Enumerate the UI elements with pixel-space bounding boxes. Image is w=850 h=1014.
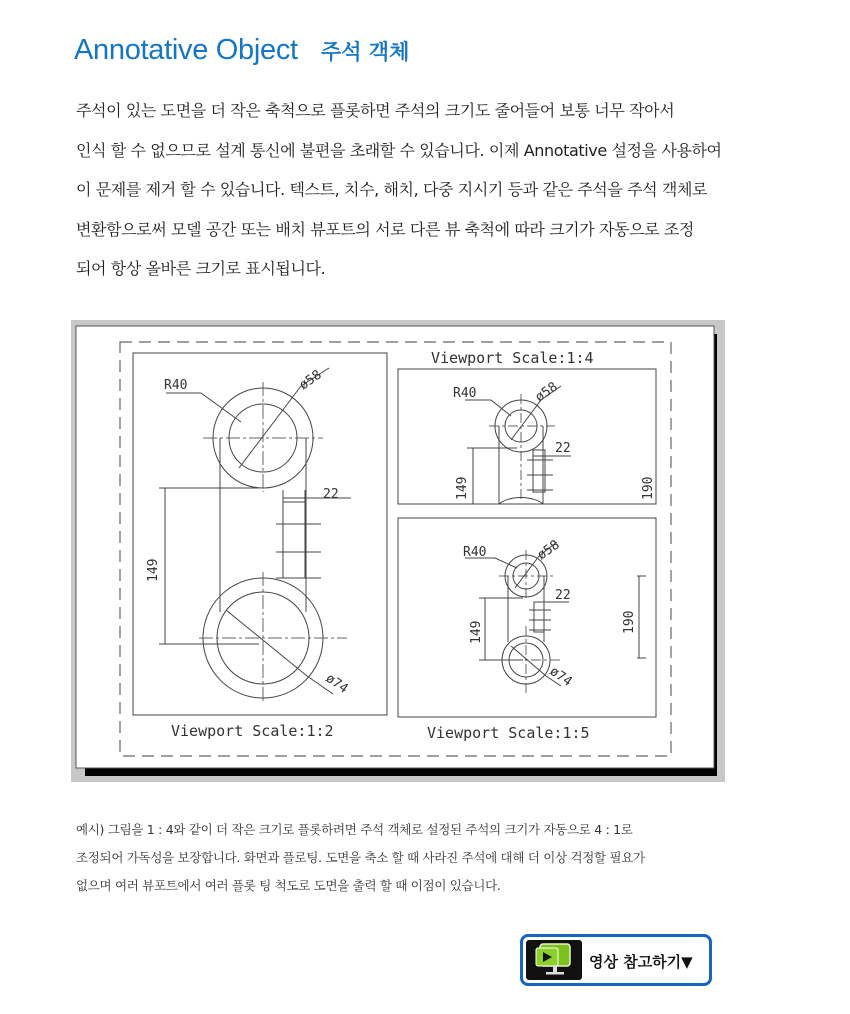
caption-line: 없으며 여러 뷰포트에서 여러 플롯 팅 척도로 도면을 출력 할 때 이점이 있습니다. (76, 878, 501, 893)
figure-caption (76, 816, 776, 900)
vp2-width-label: 22 (555, 441, 571, 456)
vp1-height-label: 149 (146, 558, 161, 582)
cad-drawing-svg (71, 320, 725, 782)
vp3-width-label: 22 (555, 588, 571, 603)
description-paragraph (76, 91, 776, 289)
vp3-height-label: 149 (469, 620, 484, 644)
vp3-bottom-diameter-label: ø74 (546, 663, 575, 690)
video-reference-button[interactable] (520, 934, 712, 986)
vp3-radius-label: R40 (463, 545, 487, 560)
vp2-diameter-label: ø58 (532, 379, 561, 406)
vp3-top-diameter-label: ø58 (534, 537, 563, 564)
description-line: 변환함으로써 모델 공간 또는 배치 뷰포트의 서로 다른 뷰 축척에 따라 크기가 자동으로 조정 (76, 219, 694, 239)
vp2-radius-label: R40 (453, 386, 477, 401)
vp3-side-dimension-label: 190 (622, 610, 637, 634)
caption-line: 조정되어 가독성을 보장합니다. 화면과 플로팅. 도면을 축소 할 때 사라진 주석에 대해 더 이상 걱정할 필요가 (76, 850, 645, 865)
video-monitor-icon (526, 940, 582, 980)
description-line: 주석이 있는 도면을 더 작은 축척으로 플롯하면 주석의 크기도 줄어들어 보통 너무 작아서 (76, 101, 675, 120)
page-title-english: Annotative Object (74, 34, 298, 66)
page-title (74, 34, 409, 67)
vp2-height-label: 149 (455, 476, 470, 500)
vp2-cropped-dimension (641, 477, 656, 500)
caption-line: 예시) 그림을 1 : 4와 같이 더 작은 크기로 플롯하려면 주석 객체로 설정된 주석의 크기가 자동으로 4 : 1로 (76, 822, 633, 837)
viewport-3-scale-label: Viewport Scale:1:5 (427, 724, 590, 742)
vp1-bottom-diameter-label: ø74 (322, 670, 351, 697)
vp1-top-diameter-label: ø58 (296, 367, 325, 394)
viewport-1-scale-label: Viewport Scale:1:2 (171, 722, 334, 740)
video-monitor-icon-svg (526, 940, 582, 980)
description-line: 인식 할 수 없으므로 설계 통신에 불편을 초래할 수 있습니다. 이제 Annotative 설정을 사용하여 (76, 140, 722, 160)
viewport-2-scale-label: Viewport Scale:1:4 (431, 349, 594, 367)
vp1-width-label: 22 (323, 487, 339, 502)
description-line: 되어 항상 올바른 크기로 표시됩니다. (76, 259, 326, 278)
video-reference-label: 영상 참고하기▼ (589, 953, 693, 971)
cad-drawing-figure (71, 320, 725, 782)
vp2-cropped-dimension-label: 190 (641, 476, 656, 500)
page-title-korean: 주석 객체 (320, 40, 410, 64)
vp1-radius-label: R40 (164, 378, 188, 393)
description-line: 이 문제를 제거 할 수 있습니다. 텍스트, 치수, 해치, 다중 지시기 등과 같은 주석을 주석 객체로 (76, 180, 708, 199)
